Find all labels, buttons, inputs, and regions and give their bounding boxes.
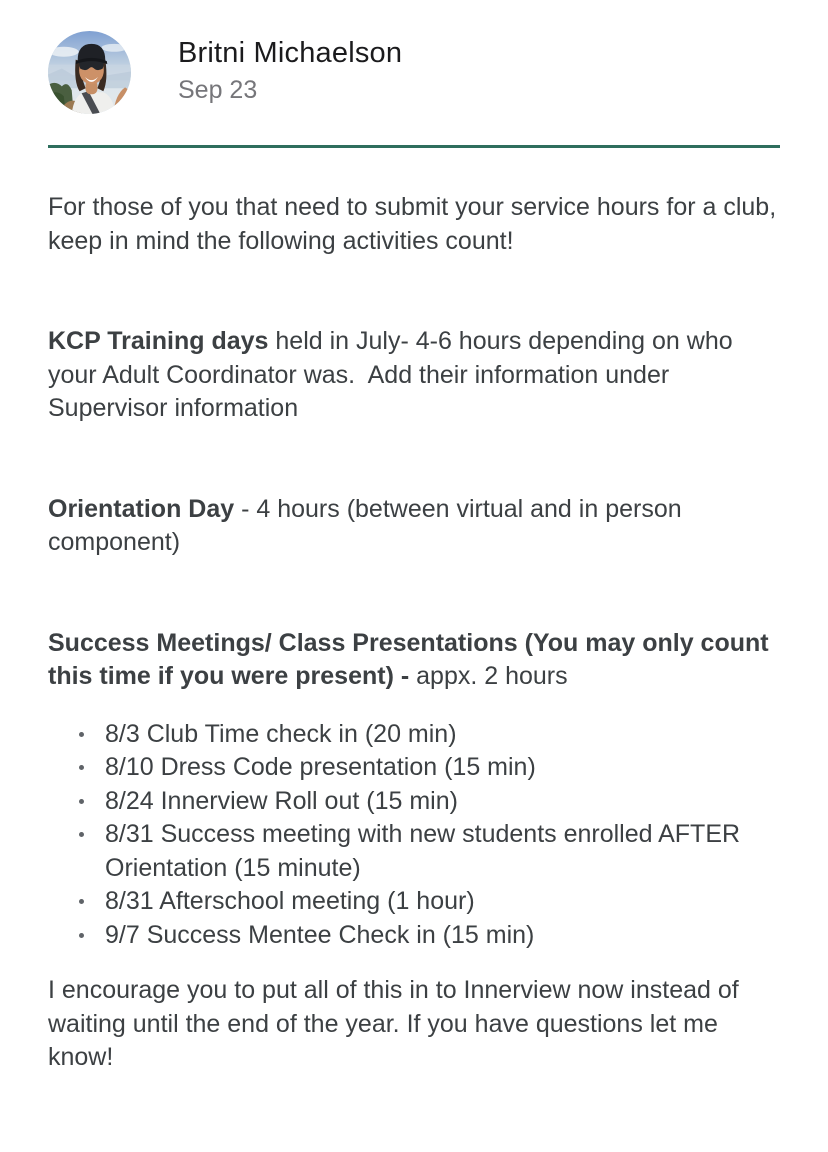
list-item-club-time: 8/3 Club Time check in (20 min) — [48, 718, 780, 752]
kcp-training-text: held in July- 4-6 hours depending on who your Adult Coordinator was. Add their information under Supervisor information — [48, 327, 740, 422]
paragraph-success-meetings — [48, 627, 780, 694]
paragraph-kcp-training — [48, 325, 780, 426]
paragraph-orientation-day — [48, 493, 780, 560]
paragraph-outro: I encourage you to put all of this in to Innerview now instead of waiting until the end of the year. If you have questions let me know! — [48, 976, 746, 1071]
profile-photo — [48, 31, 131, 114]
list-item-dress-code: 8/10 Dress Code presentation (15 min) — [48, 751, 780, 785]
paragraph-intro: For those of you that need to submit your service hours for a club, keep in mind the following activities count! — [48, 193, 784, 255]
list-item-success-meeting: 8/31 Success meeting with new students enrolled AFTER Orientation (15 minute) — [48, 818, 780, 885]
post-date: Sep 23 — [178, 76, 258, 104]
avatar[interactable] — [48, 31, 131, 114]
orientation-day-label: Orientation Day — [48, 494, 235, 523]
post-body — [0, 148, 828, 1075]
activity-list — [48, 718, 780, 953]
kcp-training-label: KCP Training days — [48, 327, 269, 355]
list-item-afterschool-meeting: 8/31 Afterschool meeting (1 hour) — [48, 885, 780, 919]
header-meta — [178, 31, 402, 105]
success-meetings-label: Success Meetings/ Class Presentations (You may only count this time if you were present) - — [48, 628, 776, 690]
success-meetings-text: appx. 2 hours — [409, 662, 568, 690]
list-item-mentee-check-in: 9/7 Success Mentee Check in (15 min) — [48, 919, 780, 953]
author-name: Britni Michaelson — [178, 37, 403, 69]
orientation-day-text: - 4 hours (between virtual and in person component) — [48, 494, 689, 556]
post-header — [0, 0, 828, 114]
list-item-innerview-rollout: 8/24 Innerview Roll out (15 min) — [48, 785, 780, 819]
